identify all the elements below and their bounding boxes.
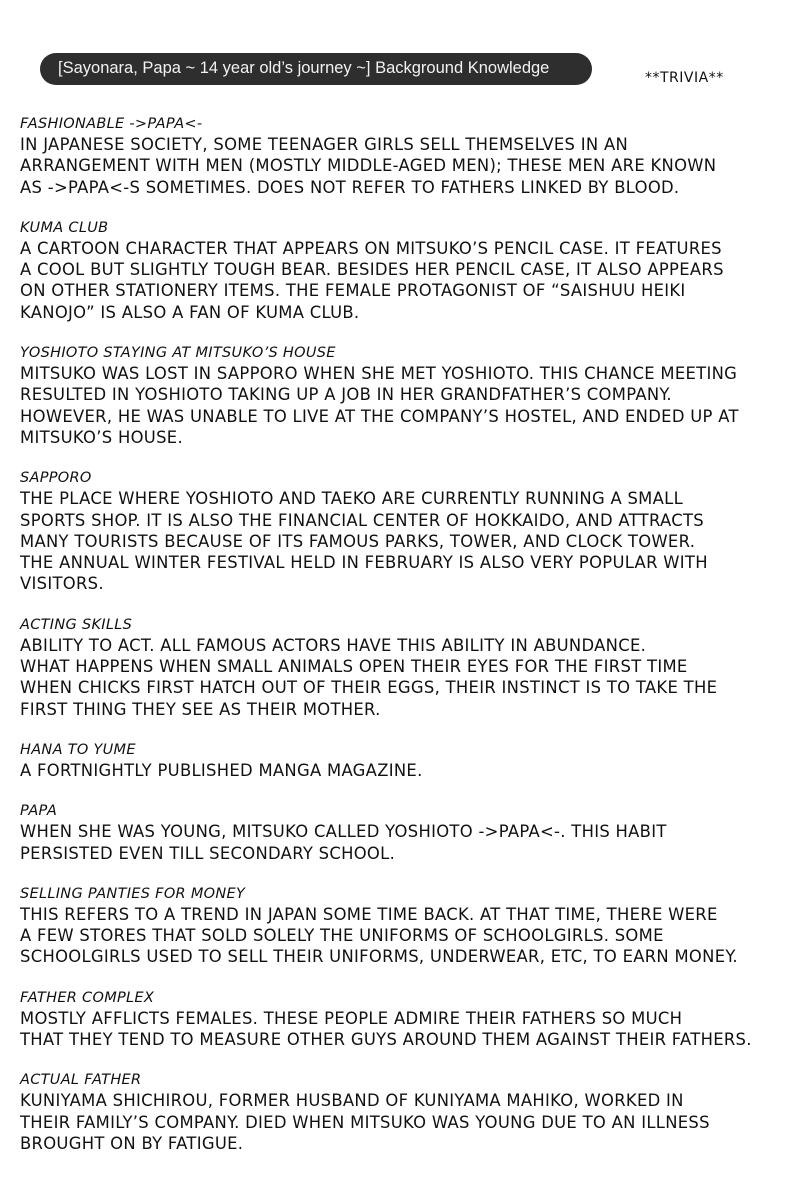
glossary-entry: [20, 218, 795, 323]
definition-line: KUNIYAMA SHICHIROU, FORMER HUSBAND OF KUNIYAMA MAHIKO, WORKED IN: [20, 1091, 684, 1111]
glossary-entries: [20, 114, 795, 1174]
definition-line: A CARTOON CHARACTER THAT APPEARS ON MITSUKO’S PENCIL CASE. IT FEATURES: [20, 238, 722, 258]
definition-line: A FEW STORES THAT SOLD SOLELY THE UNIFORMS OF SCHOOLGIRLS. SOME: [20, 926, 664, 946]
trivia-label: **TRIVIA**: [645, 70, 724, 86]
definition-line: A FORTNIGHTLY PUBLISHED MANGA MAGAZINE.: [20, 760, 423, 780]
glossary-entry: [20, 114, 795, 198]
definition-line: ABILITY TO ACT. ALL FAMOUS ACTORS HAVE THIS ABILITY IN ABUNDANCE.: [20, 635, 647, 655]
header-banner: [40, 53, 592, 85]
definition-line: THIS REFERS TO A TREND IN JAPAN SOME TIME BACK. AT THAT TIME, THERE WERE: [20, 904, 718, 924]
glossary-entry: [20, 468, 795, 594]
glossary-entry: [20, 740, 795, 781]
definition-line: WHEN CHICKS FIRST HATCH OUT OF THEIR EGGS, THEIR INSTINCT IS TO TAKE THE: [20, 678, 718, 698]
definition-line: SPORTS SHOP. IT IS ALSO THE FINANCIAL CENTER OF HOKKAIDO, AND ATTRACTS: [20, 510, 704, 530]
glossary-entry: [20, 343, 795, 448]
definition-line: SCHOOLGIRLS USED TO SELL THEIR UNIFORMS, UNDERWEAR, ETC, TO EARN MONEY.: [20, 947, 738, 967]
definition-line: KANOJO” IS ALSO A FAN OF KUMA CLUB.: [20, 302, 360, 322]
entry-definition: [20, 238, 795, 323]
definition-line: ON OTHER STATIONERY ITEMS. THE FEMALE PROTAGONIST OF “SAISHUU HEIKI: [20, 281, 686, 301]
definition-line: RESULTED IN YOSHIOTO TAKING UP A JOB IN HER GRANDFATHER’S COMPANY.: [20, 385, 672, 405]
entry-definition: [20, 363, 795, 448]
entry-definition: [20, 1008, 795, 1051]
entry-term: ACTUAL FATHER: [20, 1072, 142, 1089]
definition-line: MANY TOURISTS BECAUSE OF ITS FAMOUS PARKS, TOWER, AND CLOCK TOWER.: [20, 531, 696, 551]
definition-line: PERSISTED EVEN TILL SECONDARY SCHOOL.: [20, 843, 396, 863]
entry-term: SAPPORO: [20, 470, 92, 487]
entry-definition: [20, 635, 795, 720]
definition-line: HOWEVER, HE WAS UNABLE TO LIVE AT THE COMPANY’S HOSTEL, AND ENDED UP AT: [20, 406, 739, 426]
definition-line: MITSUKO WAS LOST IN SAPPORO WHEN SHE MET YOSHIOTO. THIS CHANCE MEETING: [20, 364, 738, 384]
entry-definition: [20, 134, 795, 198]
definition-line: MOSTLY AFFLICTS FEMALES. THESE PEOPLE ADMIRE THEIR FATHERS SO MUCH: [20, 1008, 683, 1028]
entry-definition: [20, 760, 795, 781]
glossary-entry: [20, 884, 795, 968]
entry-term: HANA TO YUME: [20, 741, 136, 758]
entry-definition: [20, 904, 795, 968]
glossary-entry: [20, 801, 795, 864]
definition-line: VISITORS.: [20, 574, 104, 594]
entry-term: ACTING SKILLS: [20, 616, 133, 633]
entry-term: FASHIONABLE ->PAPA<-: [20, 116, 203, 132]
definition-line: WHAT HAPPENS WHEN SMALL ANIMALS OPEN THEIR EYES FOR THE FIRST TIME: [20, 657, 688, 677]
entry-term: KUMA CLUB: [20, 219, 109, 236]
entry-term: SELLING PANTIES FOR MONEY: [20, 885, 246, 902]
header-title: [Sayonara, Papa ~ 14 year old’s journey ~] Background Knowledge: [58, 59, 550, 77]
definition-line: ARRANGEMENT WITH MEN (MOSTLY MIDDLE-AGED MEN); THESE MEN ARE KNOWN: [20, 156, 717, 176]
definition-line: THEIR FAMILY’S COMPANY. DIED WHEN MITSUKO WAS YOUNG DUE TO AN ILLNESS: [20, 1112, 710, 1132]
definition-line: A COOL BUT SLIGHTLY TOUGH BEAR. BESIDES HER PENCIL CASE, IT ALSO APPEARS: [20, 260, 724, 280]
definition-line: IN JAPANESE SOCIETY, SOME TEENAGER GIRLS SELL THEMSELVES IN AN: [20, 135, 629, 154]
definition-line: THE PLACE WHERE YOSHIOTO AND TAEKO ARE CURRENTLY RUNNING A SMALL: [20, 489, 684, 509]
definition-line: BROUGHT ON BY FATIGUE.: [20, 1133, 244, 1153]
glossary-entry: [20, 988, 795, 1051]
glossary-entry: [20, 615, 795, 720]
definition-line: WHEN SHE WAS YOUNG, MITSUKO CALLED YOSHIOTO ->PAPA<-. THIS HABIT: [20, 822, 667, 842]
entry-definition: [20, 488, 795, 594]
definition-line: AS ->PAPA<-S SOMETIMES. DOES NOT REFER TO FATHERS LINKED BY BLOOD.: [20, 177, 680, 197]
entry-term: PAPA: [20, 803, 58, 820]
entry-term: FATHER COMPLEX: [20, 989, 155, 1006]
entry-definition: [20, 1090, 795, 1154]
definition-line: THE ANNUAL WINTER FESTIVAL HELD IN FEBRUARY IS ALSO VERY POPULAR WITH: [20, 553, 708, 573]
glossary-entry: [20, 1070, 795, 1154]
definition-line: MITSUKO’S HOUSE.: [20, 427, 183, 447]
entry-definition: [20, 821, 795, 864]
entry-term: YOSHIOTO STAYING AT MITSUKO’S HOUSE: [20, 345, 336, 362]
definition-line: FIRST THING THEY SEE AS THEIR MOTHER.: [20, 699, 381, 719]
definition-line: THAT THEY TEND TO MEASURE OTHER GUYS AROUND THEM AGAINST THEIR FATHERS.: [20, 1030, 752, 1050]
